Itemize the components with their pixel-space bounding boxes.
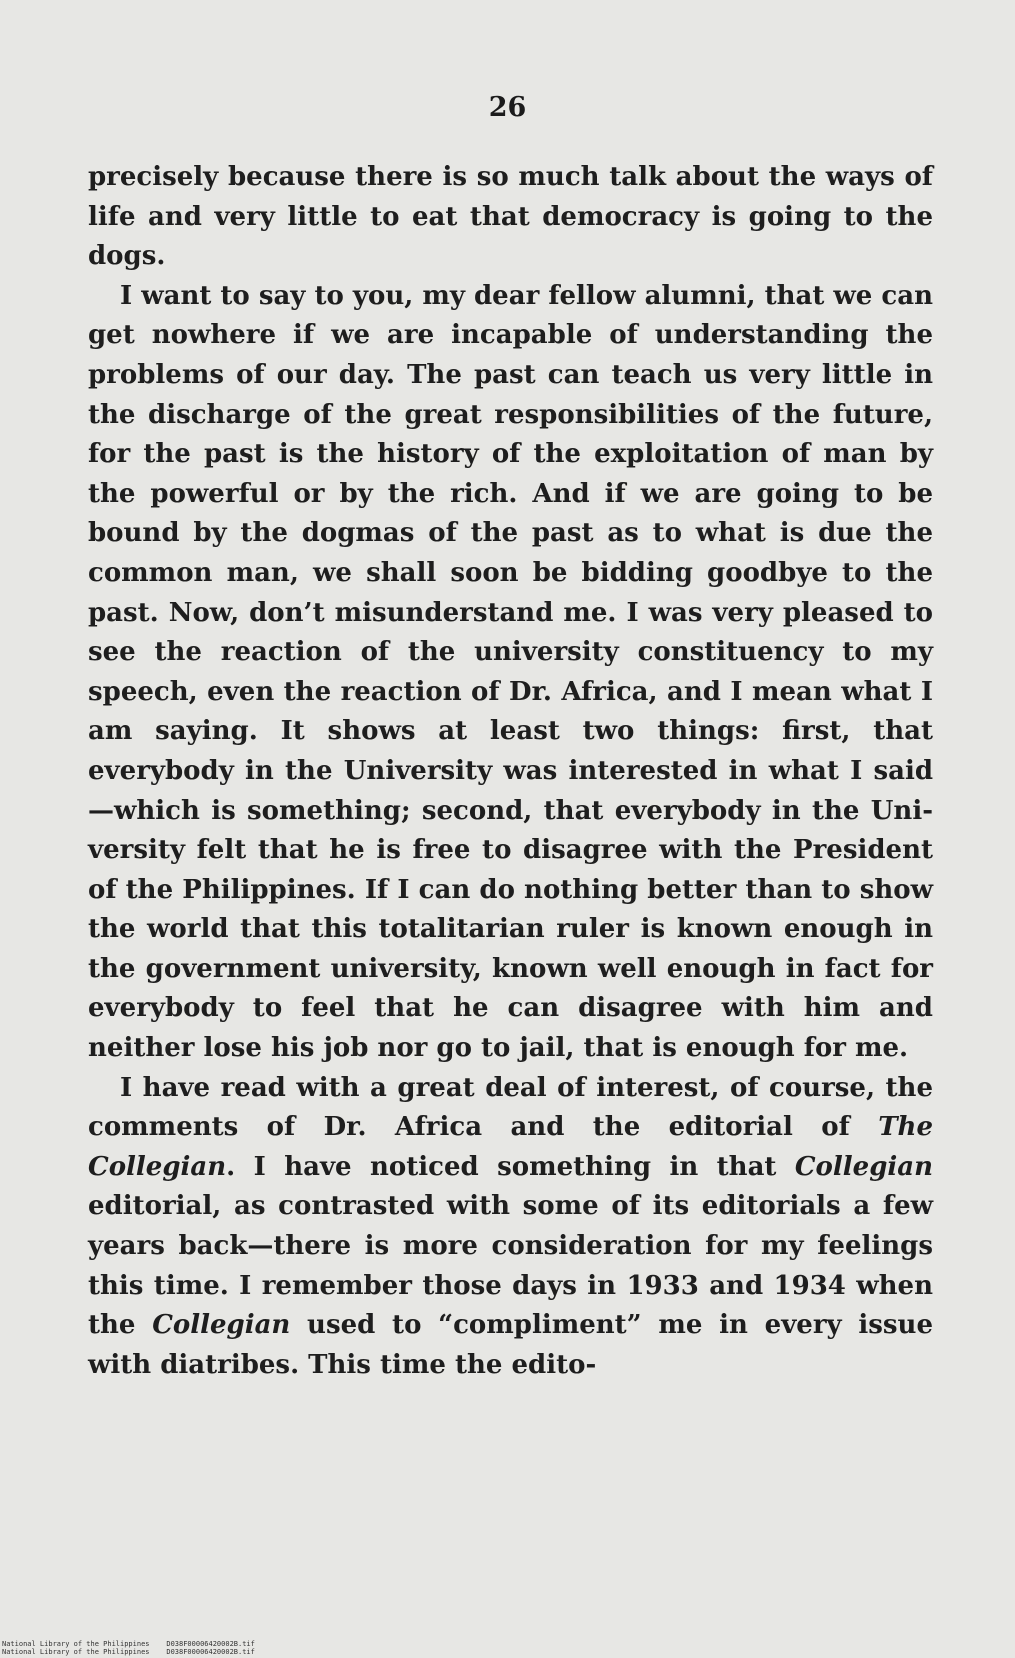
text-span: . I have noticed something in that (226, 1151, 795, 1182)
text-span: precisely because there is so much talk about the ways of life and very little to eat that democracy is going to the dogs. (88, 162, 933, 272)
text-span: used to “compliment” me in every issue with diatribes. This time the edito- (88, 1310, 933, 1380)
text-span: editorial, as contrasted with some of its editorials a few years back—there is more consideration for my feelings this time. I remember those days in 1933 and 1934 when the (88, 1191, 933, 1341)
italic-title: The Collegian (88, 1112, 933, 1182)
text-span: I have read with a great deal of interest, of course, the comments of Dr. Africa and the editorial of (88, 1072, 933, 1143)
paragraph (88, 1069, 933, 1386)
footer-line: National Library of the Philippines D038F00006420002B.tif (2, 1640, 255, 1648)
italic-title: Collegian (794, 1151, 933, 1182)
italic-title: Collegian (152, 1310, 291, 1341)
footer-line: National Library of the Philippines D038F00006420002B.tif (2, 1648, 255, 1656)
scan-footer (2, 1640, 255, 1656)
page-number: 26 (488, 92, 527, 123)
body-text (88, 158, 933, 1385)
paragraph (88, 277, 933, 1069)
text-span: I want to say to you, my dear fellow alumni, that we can get nowhere if we are incapable of understanding the problems of our day. The past can teach us very little in the discharge of the great responsibilities of the future, for the past is the history of the exploitation of man by the powerful or by the rich. And if we are going to be bound by the dogmas of the past as to what is due the common man, we shall soon be bidding goodbye to the past. Now, don’t misunderstand me. I was very pleased to see the reaction of the university constituency to my speech, even the reaction of Dr. Africa, and I mean what I am saying. It shows at least two things: first, that everybody in the University was interested in what I said—which is something; second, that everybody in the University felt that he is free to disagree with the President of the Philippines. If I can do nothing better than to show the world that this totalitarian ruler is known enough in the government university, known well enough in fact for everybody to feel that he can disagree with him and neither lose his job nor go to jail, that is enough for me. (88, 280, 933, 1064)
paragraph (88, 158, 933, 277)
